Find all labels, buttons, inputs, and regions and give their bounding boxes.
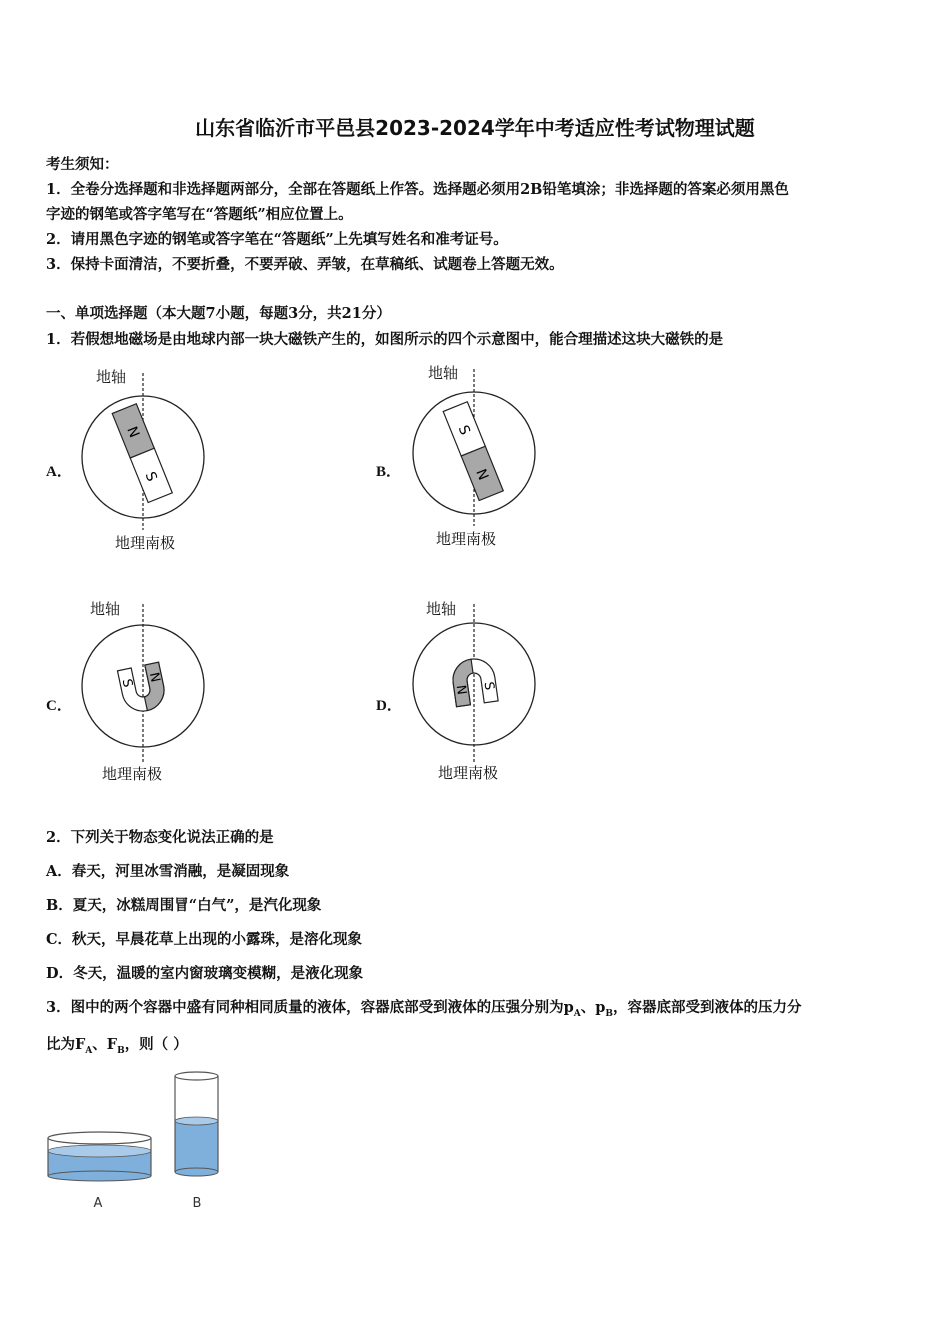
page-title: 山东省临沂市平邑县2023-2024学年中考适应性考试物理试题 (195, 116, 755, 140)
magnet-s-text: S (118, 677, 135, 689)
question-2-stem: 2．下列关于物态变化说法正确的是 (46, 829, 274, 846)
earth-axis-label: 地轴 (90, 600, 121, 618)
figure-c-earth (70, 598, 220, 768)
container-b (175, 1072, 218, 1176)
question-3-stem-cont: 比为$F_A$、$F_B$，则（ ） (46, 1036, 188, 1056)
earth-axis-label: 地轴 (426, 600, 457, 618)
south-pole-label: 地理南极 (438, 764, 499, 782)
question-2-option-d: D．冬天，温暖的室内窗玻璃变模糊，是液化现象 (46, 965, 364, 982)
earth-axis-label: 地轴 (96, 368, 127, 386)
figure-a-earth (70, 365, 220, 535)
magnet-s-text: S (454, 423, 473, 438)
question-1-stem: 1．若假想地磁场是由地球内部一块大磁铁产生的，如图所示的四个示意图中，能合理描述这块大磁铁的是 (46, 331, 724, 348)
question-3-stem: 3．图中的两个容器中盛有同种相同质量的液体，容器底部受到液体的压强分别为$p_A$、$p_B$，容器底部受到液体的压力分 (46, 999, 802, 1019)
earth-axis-label: 地轴 (428, 364, 459, 382)
container-b-label: B (192, 1196, 202, 1211)
notice-item-3: 3．保持卡面清洁，不要折叠，不要弄破、弄皱，在草稿纸、试题卷上答题无效。 (46, 256, 564, 273)
magnet-n-text: N (472, 466, 492, 483)
magnet-s-text: S (141, 469, 160, 484)
option-a-label: A． (46, 464, 72, 480)
containers-figure (40, 1065, 240, 1220)
option-d-label: D． (376, 698, 402, 714)
question-2-option-c: C．秋天，早晨花草上出现的小露珠，是溶化现象 (46, 931, 363, 948)
notice-item-1: 1．全卷分选择题和非选择题两部分，全部在答题纸上作答。选择题必须用2B铅笔填涂；非选择题的答案必须用黑色 (46, 181, 789, 198)
notice-heading: 考生须知： (46, 156, 119, 173)
figure-d-earth (400, 598, 550, 768)
magnet-n-text: N (123, 424, 143, 441)
magnet-s-text: S (480, 680, 497, 692)
option-c-label: C． (46, 698, 72, 714)
south-pole-label: 地理南极 (436, 530, 497, 548)
question-2-option-a: A．春天，河里冰雪消融，是凝固现象 (46, 863, 290, 880)
question-2-option-b: B．夏天，冰糕周围冒“白气”，是汽化现象 (46, 897, 322, 914)
south-pole-label: 地理南极 (102, 765, 163, 783)
notice-item-2: 2．请用黑色字迹的钢笔或答字笔在“答题纸”上先填写姓名和准考证号。 (46, 231, 508, 248)
container-a (48, 1132, 151, 1181)
magnet-n-text: N (452, 684, 469, 696)
option-b-label: B． (376, 464, 402, 480)
south-pole-label: 地理南极 (115, 534, 176, 552)
container-a-label: A (93, 1196, 103, 1211)
notice-item-1-cont: 字迹的钢笔或答字笔写在“答题纸”相应位置上。 (46, 206, 353, 223)
section-heading: 一、单项选择题（本大题7小题，每题3分，共21分） (46, 305, 391, 322)
magnet-n-text: N (145, 671, 163, 684)
figure-b-earth (400, 361, 550, 531)
